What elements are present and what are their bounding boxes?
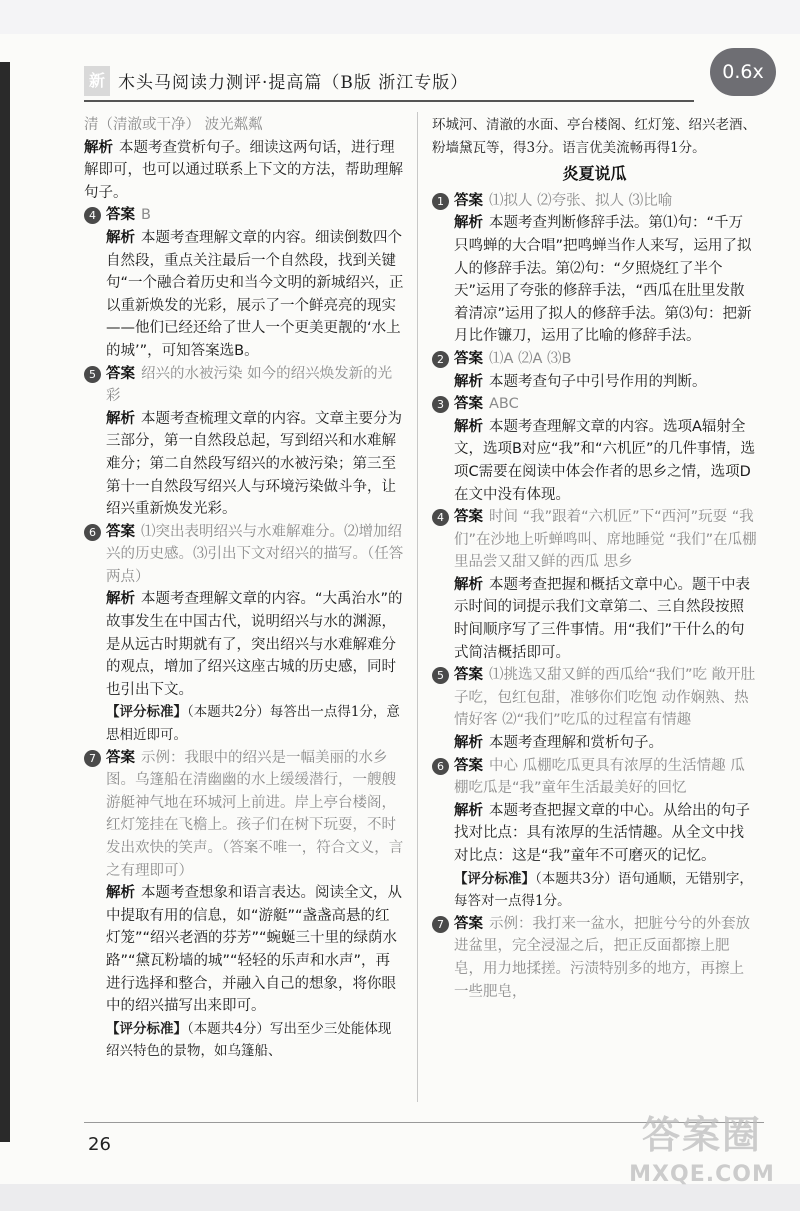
answer-label: 答案 [106, 749, 135, 766]
answer-text: ⑴A ⑵A ⑶B [489, 350, 572, 367]
scoring-standard-text: （本题共2分）每答出一点得1分，意思相近即可。 [106, 704, 400, 744]
running-header-title: 木头马阅读力测评·提高篇（B版 浙江专版） [118, 73, 469, 93]
carryover-analysis [84, 137, 404, 205]
carryover-answer: 清（清澈或干净） 波光粼粼 [84, 117, 263, 133]
answer-label: 答案 [454, 509, 483, 526]
answer-text: 时间 “我”跟着“六机匠”下“西河”玩耍 “我们”在沙地上听蝉鸣叫、席地睡觉 “我们”在瓜棚里品尝又甜又鲜的西瓜 思乡 [454, 509, 757, 571]
header-divider [84, 100, 694, 102]
analysis-text: 本题考查判断修辞手法。第⑴句：“千万只鸣蝉的大合唱”把鸣蝉当作人来写，运用了拟人的修辞手法。第⑵句：“夕照烧红了半个天”运用了夸张的修辞手法，“西瓜在肚里发散着清凉”运用了拟人的修辞手法。第⑶句：把新月比作镰刀，运用了比喻的修辞手法。 [454, 215, 752, 345]
analysis-label: 解析 [454, 735, 483, 752]
left-column [84, 114, 404, 1063]
analysis-text: 本题考查想象和语言表达。阅读全文，从中提取有用的信息，如“游艇”“盏盏高悬的红灯笼”“绍兴老酒的芬芳”“蜿蜒三十里的绿荫水路”“黛瓦粉墙的城”“轻轻的乐声和水声”，再进行选择和整合，并融入自己的想象，将你眼中的绍兴描写出来即可。 [106, 885, 402, 1015]
analysis-label: 解析 [106, 885, 135, 902]
question-item-4 [432, 506, 757, 664]
scoring-standard-label: 【评分标准】 [106, 1020, 187, 1037]
question-item-6 [432, 755, 757, 913]
answer-text: ⑴突出表明绍兴与水难解难分。⑵增加绍兴的历史感。⑶引出下文对绍兴的描写。（任答两点） [106, 523, 404, 585]
answer-text: 绍兴的水被污染 如今的绍兴焕发新的光彩 [106, 365, 393, 405]
answer-text: ABC [489, 396, 519, 413]
analysis-label: 解析 [84, 139, 113, 156]
question-number-badge: 6 [432, 758, 449, 775]
page-number: 26 [88, 1134, 111, 1155]
analysis-text: 本题考查梳理文章的内容。文章主要分为三部分，第一自然段总起，写到绍兴和水难解难分；第二自然段写绍兴的水被污染；第三至第十一自然段写绍兴人与环境污染做斗争，让绍兴重新焕发光彩。 [106, 410, 402, 518]
question-number-badge: 5 [432, 667, 449, 684]
answer-label: 答案 [454, 915, 483, 932]
answer-text: ⑴拟人 ⑵夸张、拟人 ⑶比喻 [489, 192, 673, 209]
scoring-standard-text: （本题共4分）写出至少三处能体现绍兴特色的景物，如乌篷船、 [106, 1020, 392, 1060]
right-column [432, 114, 757, 1003]
answer-text: ⑴挑选又甜又鲜的西瓜给“我们”吃 敞开肚子吃，包红包甜，准够你们吃饱 动作娴熟、热情好客 ⑵“我们”吃瓜的过程富有情趣 [454, 667, 756, 729]
answer-label: 答案 [106, 207, 135, 224]
analysis-label: 解析 [454, 418, 483, 435]
question-item-6 [84, 521, 404, 747]
analysis-text: 本题考查赏析句子。细读这两句话，进行理解即可，也可以通过联系上下文的方法，帮助理解句子。 [84, 139, 403, 201]
section-title: 炎夏说瓜 [562, 164, 627, 184]
scoring-standard-label: 【评分标准】 [454, 870, 535, 887]
answer-text: 中心 瓜棚吃瓜更具有浓厚的生活情趣 瓜棚吃瓜是“我”童年生活最美好的回忆 [454, 757, 745, 797]
question-number-badge: 2 [432, 351, 449, 368]
question-item-3 [432, 393, 757, 506]
answer-label: 答案 [454, 757, 483, 774]
analysis-label: 解析 [106, 229, 135, 246]
analysis-text: 本题考查理解文章的内容。选项A辐射全文，选项B对应“我”和“六机匠”的几件事情，选项C需要在阅读中体会作者的思乡之情，选项D在文中没有体现。 [454, 418, 755, 503]
question-item-5 [84, 363, 404, 521]
question-number-badge: 6 [84, 524, 101, 541]
analysis-label: 解析 [106, 410, 135, 427]
answer-text: 示例：我打来一盆水，把脏兮兮的外套放进盆里，完全浸湿之后，把正反面都擦上肥皂，用力地揉搓。污渍特别多的地方，再擦上一些肥皂， [454, 915, 750, 1000]
question-number-badge: 7 [84, 750, 101, 767]
scoring-standard-label: 【评分标准】 [106, 704, 187, 721]
analysis-label: 解析 [454, 373, 483, 390]
analysis-label: 解析 [454, 576, 483, 593]
question-item-2 [432, 348, 757, 393]
analysis-text: 本题考查理解和赏析句子。 [489, 735, 663, 752]
question-item-4 [84, 204, 404, 362]
answer-text: 示例：我眼中的绍兴是一幅美丽的水乡图。乌篷船在清幽幽的水上缓缓潜行，一艘艘游艇神气地在环城河上前进。岸上亭台楼阁，红灯笼挂在飞檐上。孩子们在树下玩耍，不时发出欢快的笑声。（答案不唯一，符合文义，言之有理即可） [106, 749, 404, 879]
watermark-top-text: 答案圈 [641, 1113, 762, 1157]
column-divider [417, 112, 418, 1102]
analysis-text: 本题考查把握文章的中心。从给出的句子找对比点：具有浓厚的生活情趣。从全文中找对比点：这是“我”童年不可磨灭的记忆。 [454, 802, 750, 864]
analysis-text: 本题考查理解文章的内容。“大禹治水”的故事发生在中国古代，说明绍兴与水的渊源，是从远古时期就有了，突出绍兴与水难解难分的观点，增加了绍兴这座古城的历史感，同时也引出下文。 [106, 591, 403, 698]
answer-label: 答案 [106, 523, 135, 540]
question-item-7 [432, 913, 757, 1003]
answer-label: 答案 [454, 350, 483, 367]
question-number-badge: 7 [432, 916, 449, 933]
carryover-standard-text: 环城河、清澈的水面、亭台楼阁、红灯笼、绍兴老酒、粉墙黛瓦等，得3分。语言优美流畅再得1分。 [432, 117, 756, 156]
scoring-standard-text: （本题共3分）语句通顺，无错别字，每答对一点得1分。 [454, 870, 753, 910]
analysis-text: 本题考查理解文章的内容。细读倒数四个自然段，重点关注最后一个自然段，找到关键句“一个融合着历史和当今文明的新城绍兴，正以重新焕发的光彩，展示了一个鲜亮亮的现实——他们已经还给了世人一个更美更靓的‘水上的城’”，可知答案选B。 [106, 229, 404, 359]
answer-label: 答案 [106, 365, 135, 382]
page-spine-shadow [0, 62, 10, 1142]
analysis-label: 解析 [106, 591, 135, 608]
question-number-badge: 3 [432, 396, 449, 413]
question-number-badge: 4 [84, 207, 101, 224]
series-logo-icon: 新 [84, 66, 110, 96]
analysis-label: 解析 [454, 802, 483, 819]
answer-text: B [141, 207, 151, 224]
site-watermark-logo [612, 1110, 792, 1200]
answer-label: 答案 [454, 192, 483, 209]
question-number-badge: 4 [432, 509, 449, 526]
question-number-badge: 5 [84, 366, 101, 383]
answer-label: 答案 [454, 396, 483, 413]
question-item-5 [432, 664, 757, 754]
question-item-1 [432, 190, 757, 348]
answer-label: 答案 [454, 667, 483, 684]
question-number-badge: 1 [432, 193, 449, 210]
analysis-text: 本题考查句子中引号作用的判断。 [489, 373, 707, 390]
viewer-top-bar [0, 0, 800, 34]
analysis-text: 本题考查把握和概括文章中心。题干中表示时间的词提示我们文章第二、三自然段按照时间顺序写了三件事情。用“我们”干什么的句式简洁概括即可。 [454, 576, 750, 661]
zoom-level-badge[interactable]: 0.6x [710, 48, 776, 96]
analysis-label: 解析 [454, 215, 483, 232]
question-item-7 [84, 747, 404, 1063]
watermark-domain-text: MXQE.COM [629, 1162, 775, 1187]
